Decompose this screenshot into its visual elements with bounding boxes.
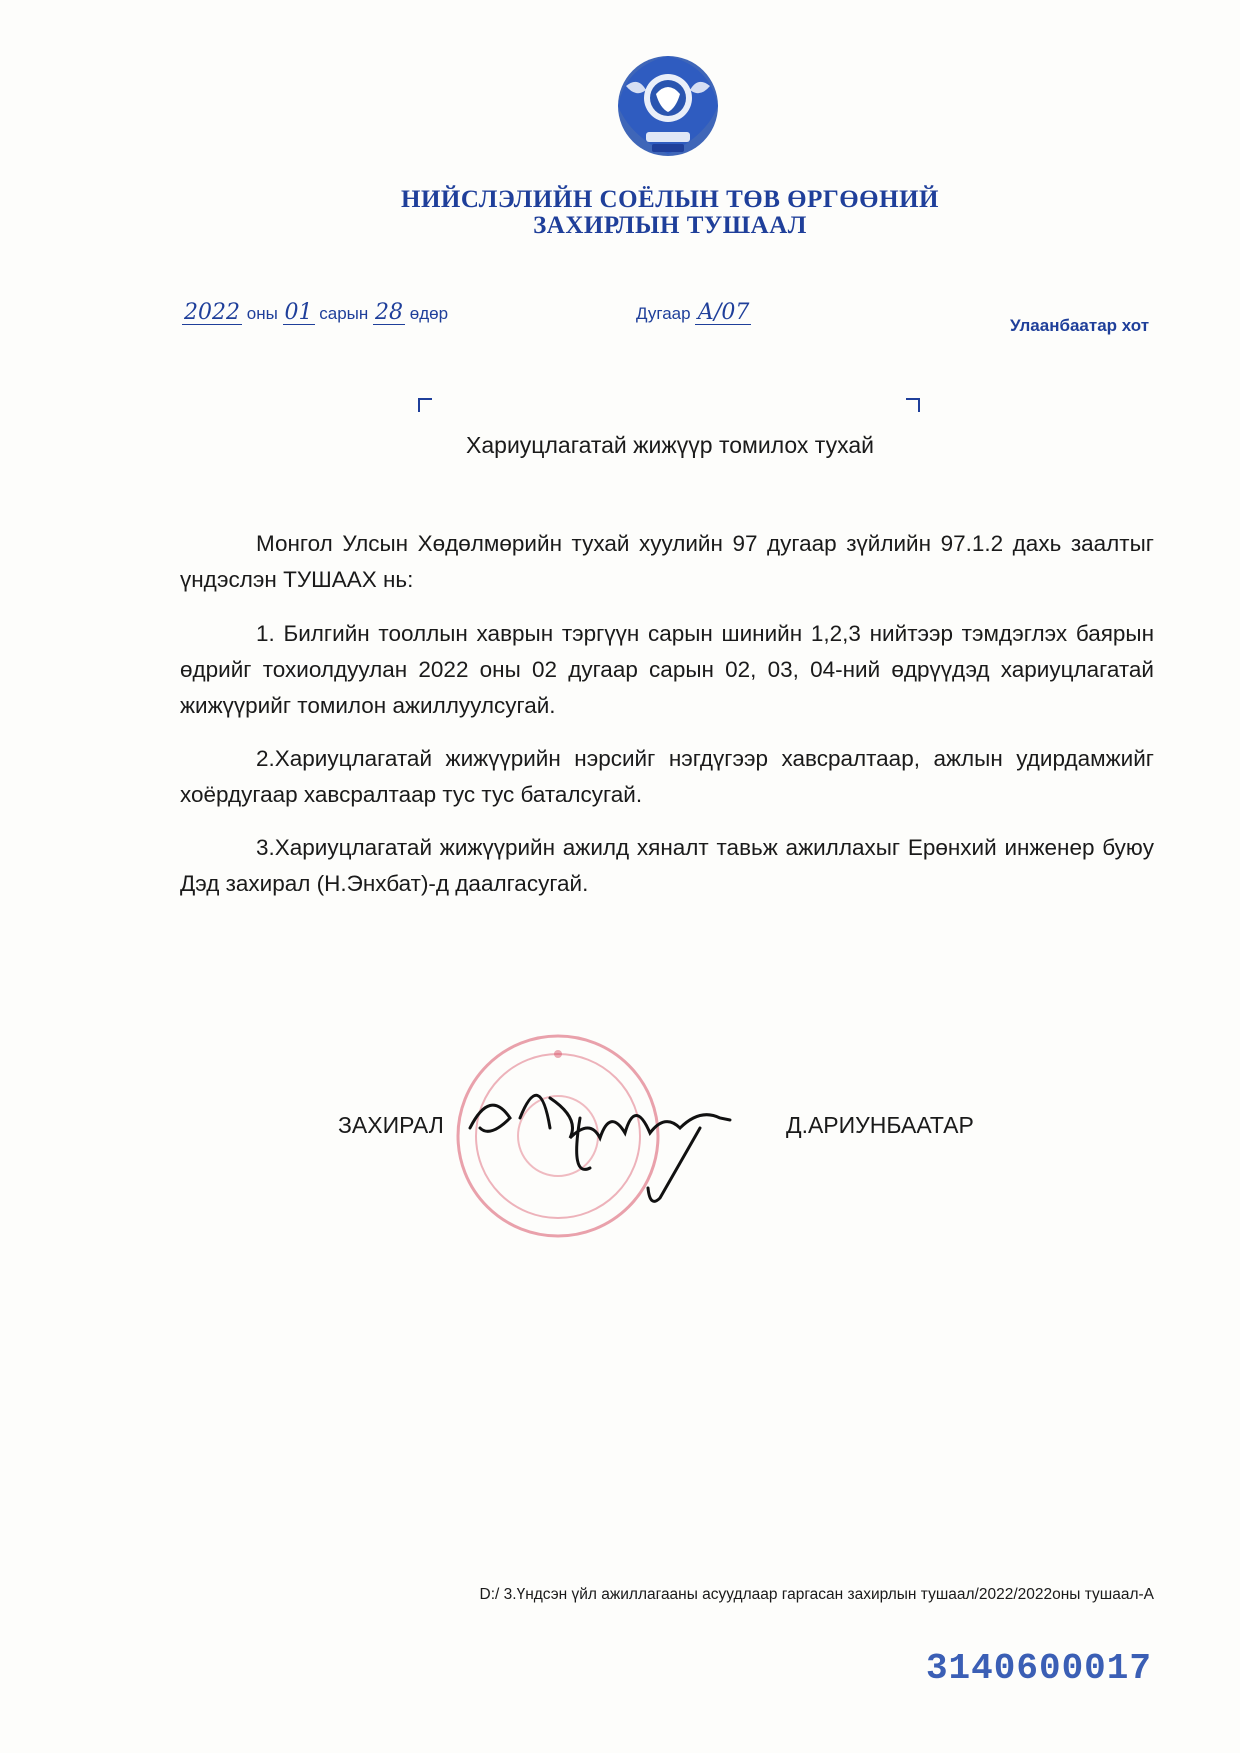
signatory-name: Д.АРИУНБААТАР bbox=[786, 1112, 974, 1138]
order-item-3: 3.Хариуцлагатай жижүүрийн ажилд хяналт тавьж ажиллахыг Ерөнхий инженер буюу Дэд захирал (Н.Энхбат)-д даалгасугай. bbox=[180, 835, 1154, 896]
document-registration-code: 3140600017 bbox=[925, 1648, 1152, 1689]
order-number-line bbox=[636, 302, 751, 325]
state-emblem-icon bbox=[606, 46, 730, 164]
date-line bbox=[182, 302, 448, 325]
date-year: 2022 bbox=[184, 300, 240, 325]
year-suffix: оны bbox=[246, 304, 278, 323]
day-suffix: өдөр bbox=[409, 304, 449, 323]
intro-paragraph: Монгол Улсын Хөдөлмөрийн тухай хуулийн 97 дугаар зүйлийн 97.1.2 дахь заалтыг үндэслэн ТУШААХ нь: bbox=[180, 531, 1154, 592]
city-label: Улаанбаатар хот bbox=[1010, 316, 1150, 335]
signatory-title: ЗАХИРАЛ bbox=[338, 1112, 444, 1138]
date-day: 28 bbox=[375, 300, 404, 325]
month-suffix: сарын bbox=[319, 304, 369, 323]
document-type-title: ЗАХИРЛЫН ТУШААЛ bbox=[533, 212, 807, 239]
order-subject: Хариуцлагатай жижүүр томилох тухай bbox=[466, 432, 874, 458]
organization-name: НИЙСЛЭЛИЙН СОЁЛЫН ТӨВ ӨРГӨӨНИЙ bbox=[401, 186, 939, 213]
date-month: 01 bbox=[284, 300, 313, 325]
number-label: Дугаар bbox=[636, 304, 691, 323]
order-number: А/07 bbox=[697, 300, 750, 325]
file-path-footer: D:/ 3.Үндсэн үйл ажиллагааны асуудлаар гаргасан захирлын тушаал/2022/2022оны тушаал-А bbox=[479, 1586, 1154, 1603]
corner-mark-left bbox=[418, 398, 432, 412]
order-item-2: 2.Хариуцлагатай жижүүрийн нэрсийг нэгдүгээр хавсралтаар, ажлын удирдамжийг хоёрдугаар хавсралтаар тус тус баталсугай. bbox=[180, 746, 1154, 807]
order-item-1: 1. Билгийн тооллын хаврын тэргүүн сарын шинийн 1,2,3 нийтээр тэмдэглэх баярын өдрийг тохиолдуулан 2022 оны 02 дугаар сарын 02, 03, 04-ний өдрүүдэд хариуцлагатай жижүүрийг томилон ажиллуулсугай. bbox=[180, 621, 1154, 718]
handwritten-signature bbox=[450, 1058, 780, 1208]
corner-mark-right bbox=[906, 398, 920, 412]
